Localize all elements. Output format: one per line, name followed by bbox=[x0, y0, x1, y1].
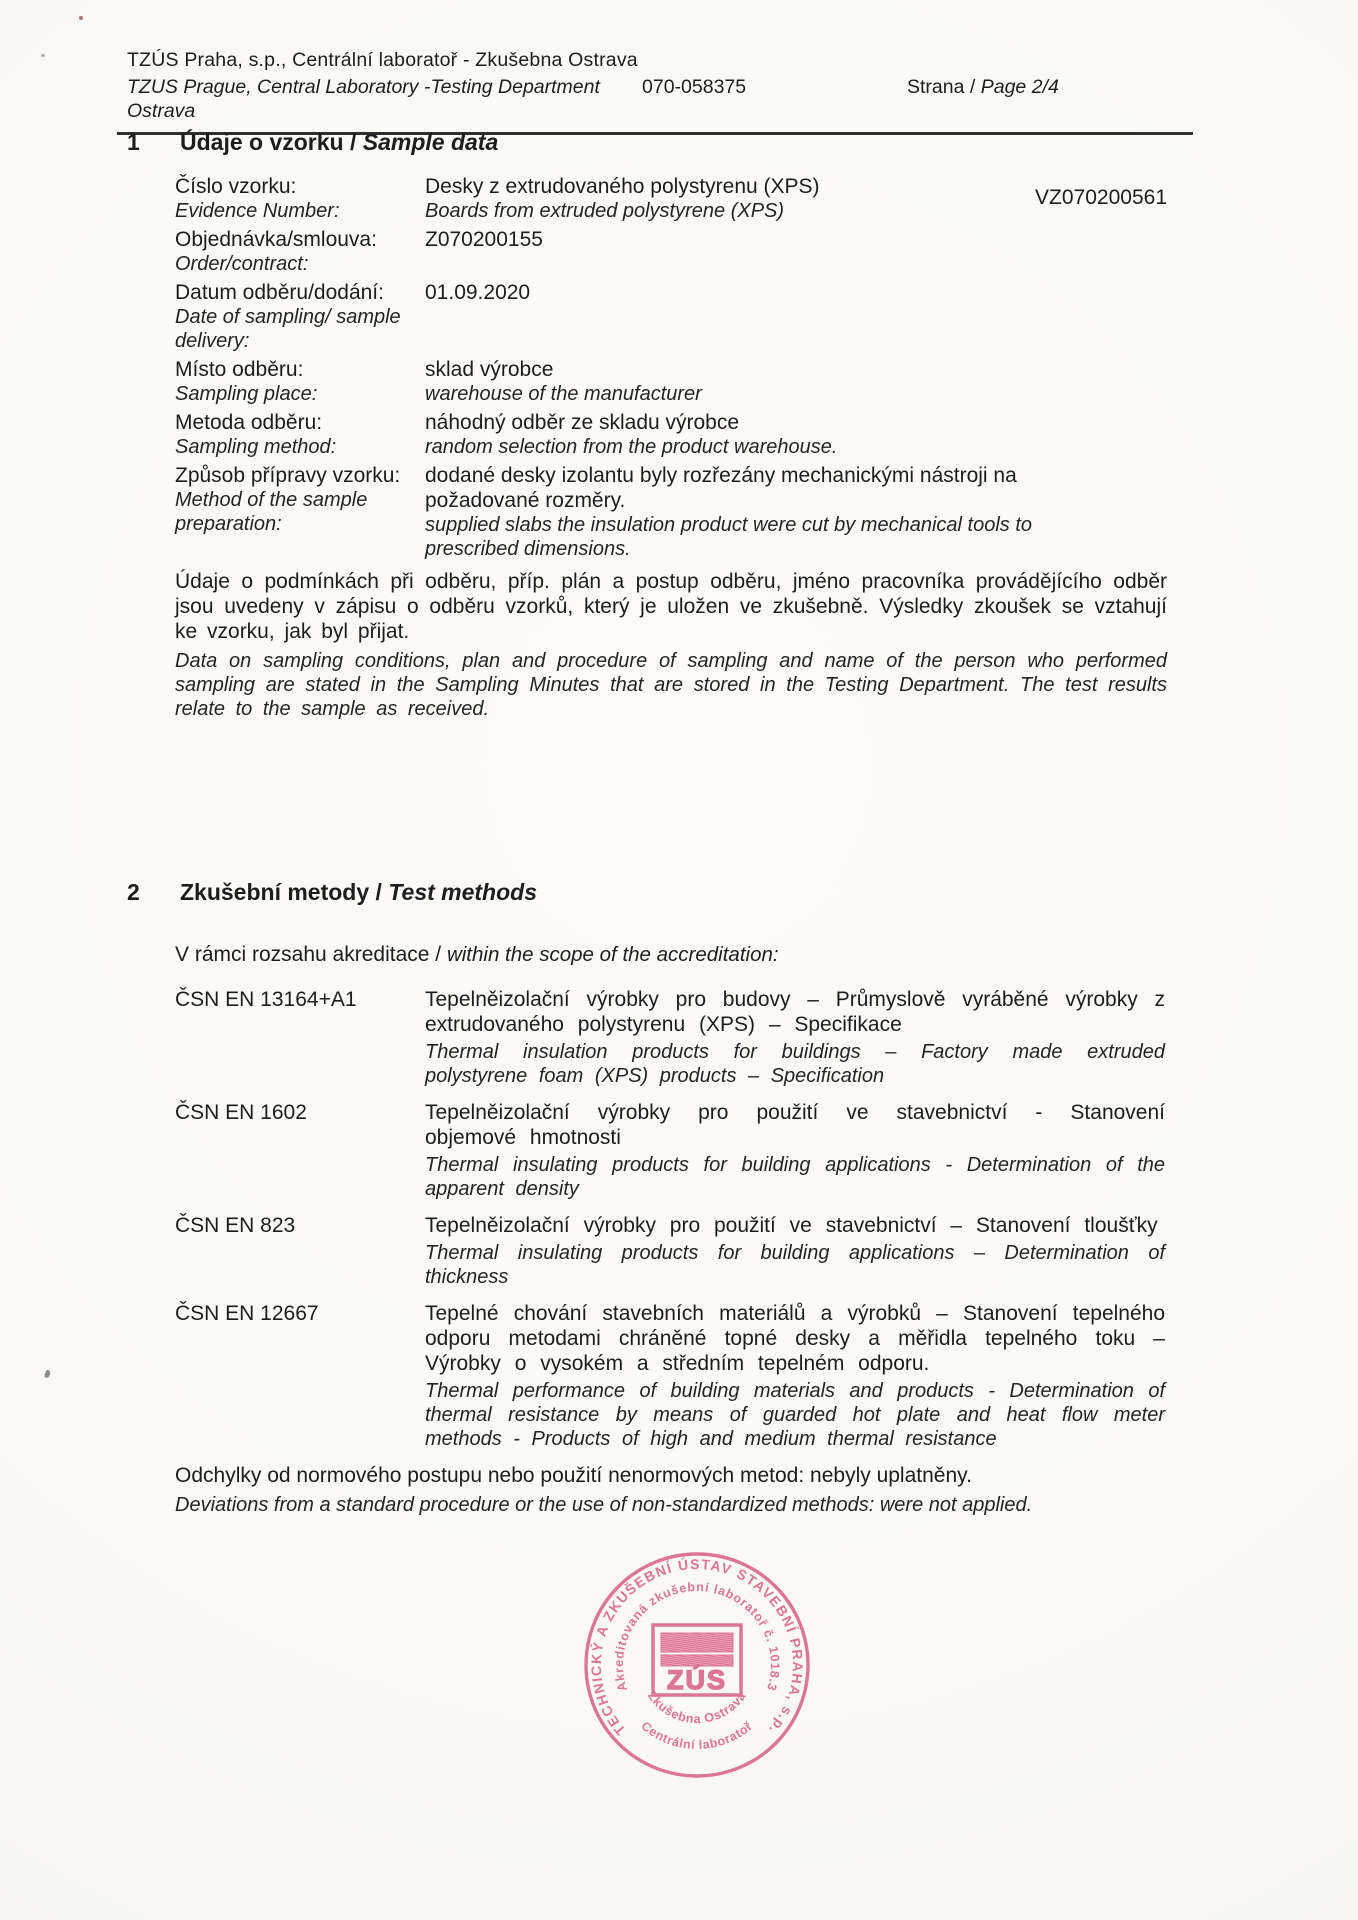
row-label-en: Order/contract: bbox=[175, 253, 309, 275]
stamp-sub1-text: Zkušebna Ostrava bbox=[644, 1688, 750, 1727]
row-label-en: Sampling place: bbox=[175, 383, 318, 405]
row-value-en: random selection from the product warehouse. bbox=[425, 436, 838, 458]
standard-description bbox=[425, 987, 1165, 1088]
row-label-en: Sampling method: bbox=[175, 436, 337, 458]
row-label bbox=[175, 410, 425, 459]
row-value bbox=[425, 174, 1065, 223]
deviations-statement-en: Deviations from a standard procedure or the use of non-standardized methods: were not applied. bbox=[175, 1494, 1033, 1516]
row-value-cz: sklad výrobce bbox=[425, 358, 554, 381]
row-label bbox=[175, 463, 425, 561]
row-label-cz: Metoda odběru: bbox=[175, 411, 323, 434]
scan-artifact-speck bbox=[44, 1369, 51, 1378]
section2-title-cz: Zkušební metody / bbox=[180, 879, 389, 905]
standard-description-cz: Tepelněizolační výrobky pro použití ve stavebnictví - Stanovení objemové hmotnosti bbox=[425, 1101, 1165, 1149]
row-value-cz: 01.09.2020 bbox=[425, 281, 531, 304]
row-label-cz: Datum odběru/dodání: bbox=[175, 281, 384, 304]
standard-description-en: Thermal performance of building materials and products - Determination of thermal resistance by means of guarded hot plate and heat flow meter methods - Products of high and medium thermal resistance bbox=[425, 1380, 1165, 1450]
standard-description bbox=[425, 1301, 1165, 1451]
row-value-en: Boards from extruded polystyrene (XPS) bbox=[425, 200, 785, 222]
document-number: 070-058375 bbox=[642, 76, 747, 98]
accreditation-scope-en: within the scope of the accreditation: bbox=[446, 943, 779, 966]
scan-artifact-speck bbox=[41, 54, 45, 57]
method-row-csn-en-12667 bbox=[175, 1301, 1167, 1451]
stamp-sub2-text: Centrální laboratoř bbox=[638, 1718, 756, 1752]
section2-title-en: Test methods bbox=[388, 879, 537, 905]
sample-row-sampling-place bbox=[175, 357, 1167, 406]
header-org-en: TZUS Prague, Central Laboratory -Testing Department Ostrava bbox=[127, 76, 600, 122]
standard-description-cz: Tepelněizolační výrobky pro použití ve stavebnictví – Stanovení tloušťky bbox=[425, 1214, 1158, 1237]
section1-title-cz: Údaje o vzorku / bbox=[180, 129, 363, 155]
standard-description-en: Thermal insulating products for building applications – Determination of thickness bbox=[425, 1242, 1165, 1288]
section1-title bbox=[180, 128, 498, 156]
sample-row-sampling-method bbox=[175, 410, 1167, 459]
evidence-reference-code: VZ070200561 bbox=[1035, 186, 1167, 209]
page-number bbox=[907, 75, 1059, 99]
row-label-en: Evidence Number: bbox=[175, 200, 340, 222]
standard-description bbox=[425, 1213, 1165, 1289]
method-row-csn-en-13164 bbox=[175, 987, 1167, 1088]
zus-logo bbox=[653, 1625, 741, 1695]
row-label bbox=[175, 174, 425, 223]
row-value-cz: Z070200155 bbox=[425, 228, 543, 251]
section1-heading bbox=[127, 128, 1167, 156]
page-header bbox=[117, 48, 1193, 135]
section1-number: 1 bbox=[127, 129, 140, 155]
sample-row-order-contract bbox=[175, 227, 1167, 276]
standard-description-en: Thermal insulation products for buildings – Factory made extruded polystyrene foam (XPS) products – Specification bbox=[425, 1041, 1165, 1087]
row-label-cz: Číslo vzorku: bbox=[175, 175, 297, 198]
row-value-en: warehouse of the manufacturer bbox=[425, 383, 702, 405]
section-sample-data bbox=[127, 128, 1167, 721]
row-value bbox=[425, 463, 1065, 561]
row-label-en: Date of sampling/ sample delivery: bbox=[175, 306, 401, 352]
row-label bbox=[175, 280, 425, 353]
standard-description-cz: Tepelněizolační výrobky pro budovy – Průmyslově vyráběné výrobky z extrudovaného polystyrenu (XPS) – Specifikace bbox=[425, 988, 1165, 1036]
header-org-line-en bbox=[117, 75, 1193, 123]
scan-artifact-speck bbox=[79, 16, 83, 20]
stamp-artwork bbox=[586, 1554, 808, 1776]
row-value bbox=[425, 280, 1065, 353]
header-org-line-cz: TZÚS Praha, s.p., Centrální laboratoř - Zkušebna Ostrava bbox=[127, 49, 638, 71]
accreditation-scope-cz: V rámci rozsahu akreditace / bbox=[175, 943, 447, 966]
method-row-csn-en-823 bbox=[175, 1213, 1167, 1289]
row-label-en: Method of the sample preparation: bbox=[175, 489, 368, 535]
row-value-cz: dodané desky izolantu byly rozřezány mechanickými nástroji na požadované rozměry. bbox=[425, 464, 1017, 512]
row-label-cz: Místo odběru: bbox=[175, 358, 304, 381]
row-value bbox=[425, 410, 1065, 459]
section-test-methods bbox=[127, 878, 1167, 1517]
sampling-conditions-note bbox=[175, 569, 1167, 721]
standard-code: ČSN EN 1602 bbox=[175, 1101, 307, 1124]
stamp-outer-text: TECHNICKÝ A ZKUŠEBNÍ ÚSTAV STAVEBNÍ PRAHA, s.p. bbox=[587, 1555, 807, 1739]
standard-description bbox=[425, 1100, 1165, 1201]
stamp-inner-text: Akreditovaná zkušební laboratoř č. 1018.3 bbox=[611, 1579, 783, 1693]
row-label-cz: Způsob přípravy vzorku: bbox=[175, 464, 401, 487]
sample-row-evidence-number bbox=[175, 174, 1167, 223]
tzus-round-stamp bbox=[557, 1525, 837, 1805]
sample-row-sampling-date bbox=[175, 280, 1167, 353]
standard-description-en: Thermal insulating products for building applications - Determination of the apparent density bbox=[425, 1154, 1165, 1200]
page-number-en: Page 2/4 bbox=[980, 76, 1059, 98]
section2-heading bbox=[127, 878, 1167, 906]
test-method-list bbox=[175, 987, 1167, 1451]
row-label bbox=[175, 227, 425, 276]
sample-row-preparation-method bbox=[175, 463, 1167, 561]
sample-data-rows bbox=[175, 174, 1167, 561]
standard-code: ČSN EN 12667 bbox=[175, 1302, 319, 1325]
row-value bbox=[425, 357, 1065, 406]
zus-logo-text: ZÚS bbox=[667, 1665, 727, 1695]
sampling-note-en: Data on sampling conditions, plan and procedure of sampling and name of the person who performed sampling are stated in the Sampling Minutes that are stored in the Testing Department. The test results relate to the sample as received. bbox=[175, 650, 1167, 720]
standard-code: ČSN EN 823 bbox=[175, 1214, 296, 1237]
row-label-cz: Objednávka/smlouva: bbox=[175, 228, 377, 251]
row-value-cz: Desky z extrudovaného polystyrenu (XPS) bbox=[425, 175, 820, 198]
deviations-statement-cz: Odchylky od normového postupu nebo použití nenormových metod: nebyly uplatněny. bbox=[175, 1464, 972, 1487]
sampling-note-cz: Údaje o podmínkách při odběru, příp. plán a postup odběru, jméno pracovníka provádějícího odběr jsou uvedeny v zápisu o odběru vzorků, který je uložen ve zkušebně. Výsledky zkoušek se vztahují ke vzorku, jak byl přijat. bbox=[175, 570, 1167, 643]
row-label bbox=[175, 357, 425, 406]
row-value bbox=[425, 227, 1065, 276]
section1-title-en: Sample data bbox=[362, 129, 499, 155]
deviations-statement bbox=[175, 1463, 1167, 1517]
standard-code: ČSN EN 13164+A1 bbox=[175, 988, 357, 1011]
row-value-en: supplied slabs the insulation product were cut by mechanical tools to prescribed dimensions. bbox=[425, 514, 1033, 560]
row-value-cz: náhodný odběr ze skladu výrobce bbox=[425, 411, 740, 434]
standard-description-cz: Tepelné chování stavebních materiálů a výrobků – Stanovení tepelného odporu metodami chráněné topné desky a měřidla tepelného toku – Výrobky o vysokém a středním tepelném odporu. bbox=[425, 1302, 1165, 1375]
section2-number: 2 bbox=[127, 879, 140, 905]
method-row-csn-en-1602 bbox=[175, 1100, 1167, 1201]
accreditation-scope-line bbox=[175, 942, 1167, 967]
page-number-cz: Strana / bbox=[907, 76, 981, 98]
section2-title bbox=[180, 878, 537, 906]
